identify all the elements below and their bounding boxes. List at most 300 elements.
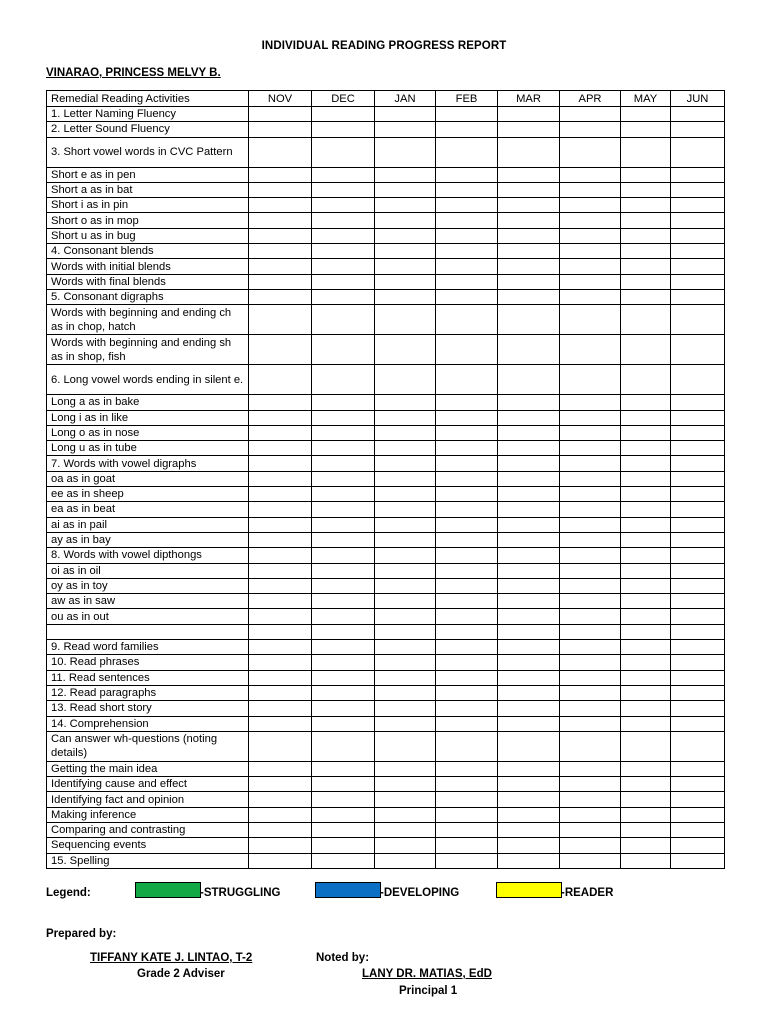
month-cell: [436, 107, 498, 122]
header-month: FEB: [436, 91, 498, 107]
month-cell: [621, 244, 671, 259]
month-cell: [498, 335, 560, 365]
activity-cell: 6. Long vowel words ending in silent e.: [47, 365, 249, 395]
month-cell: [671, 701, 725, 716]
activity-cell: 10. Read phrases: [47, 655, 249, 670]
month-cell: [498, 594, 560, 609]
month-cell: [621, 471, 671, 486]
month-cell: [498, 487, 560, 502]
month-cell: [436, 563, 498, 578]
month-cell: [621, 305, 671, 335]
month-cell: [671, 578, 725, 593]
month-cell: [375, 335, 436, 365]
month-cell: [560, 792, 621, 807]
month-cell: [621, 259, 671, 274]
month-cell: [249, 259, 312, 274]
month-cell: [498, 137, 560, 167]
month-cell: [621, 395, 671, 410]
month-cell: [671, 107, 725, 122]
month-cell: [560, 532, 621, 547]
table-row: [47, 731, 725, 761]
table-row: [47, 502, 725, 517]
noter-name: LANY DR. MATIAS, EdD: [362, 968, 492, 980]
table-row: [47, 395, 725, 410]
month-cell: [249, 487, 312, 502]
month-cell: [560, 670, 621, 685]
month-cell: [671, 853, 725, 868]
month-cell: [312, 670, 375, 685]
month-cell: [436, 716, 498, 731]
table-row: [47, 244, 725, 259]
month-cell: [312, 167, 375, 182]
month-cell: [671, 548, 725, 563]
month-cell: [621, 853, 671, 868]
month-cell: [498, 670, 560, 685]
month-cell: [560, 305, 621, 335]
month-cell: [560, 213, 621, 228]
month-cell: [312, 274, 375, 289]
month-cell: [671, 410, 725, 425]
month-cell: [498, 456, 560, 471]
month-cell: [436, 228, 498, 243]
month-cell: [498, 548, 560, 563]
month-cell: [375, 640, 436, 655]
header-activities: Remedial Reading Activities: [47, 91, 249, 107]
month-cell: [312, 532, 375, 547]
month-cell: [436, 441, 498, 456]
activity-cell: Can answer wh-questions (noting details): [47, 731, 249, 761]
month-cell: [375, 410, 436, 425]
activity-cell: 15. Spelling: [47, 853, 249, 868]
activity-cell: Words with beginning and ending ch as in chop, hatch: [47, 305, 249, 335]
month-cell: [671, 167, 725, 182]
month-cell: [249, 716, 312, 731]
month-cell: [436, 670, 498, 685]
month-cell: [498, 792, 560, 807]
month-cell: [621, 167, 671, 182]
month-cell: [375, 761, 436, 776]
month-cell: [621, 198, 671, 213]
month-cell: [375, 456, 436, 471]
month-cell: [312, 335, 375, 365]
legend: [46, 882, 726, 904]
month-cell: [312, 213, 375, 228]
month-cell: [498, 532, 560, 547]
month-cell: [560, 107, 621, 122]
activity-cell: aw as in saw: [47, 594, 249, 609]
month-cell: [249, 807, 312, 822]
month-cell: [436, 305, 498, 335]
month-cell: [436, 685, 498, 700]
month-cell: [436, 259, 498, 274]
month-cell: [621, 548, 671, 563]
month-cell: [249, 274, 312, 289]
month-cell: [312, 182, 375, 197]
month-cell: [312, 822, 375, 837]
month-cell: [621, 624, 671, 639]
activity-cell: Short u as in bug: [47, 228, 249, 243]
month-cell: [621, 563, 671, 578]
month-cell: [375, 365, 436, 395]
month-cell: [249, 594, 312, 609]
month-cell: [560, 563, 621, 578]
header-month: DEC: [312, 91, 375, 107]
activity-cell: Making inference: [47, 807, 249, 822]
header-month: MAR: [498, 91, 560, 107]
month-cell: [560, 624, 621, 639]
prepared-by-label: Prepared by:: [46, 928, 117, 940]
month-cell: [621, 716, 671, 731]
month-cell: [621, 777, 671, 792]
month-cell: [436, 640, 498, 655]
table-row: [47, 838, 725, 853]
table-row: [47, 685, 725, 700]
month-cell: [312, 410, 375, 425]
month-cell: [249, 838, 312, 853]
month-cell: [560, 137, 621, 167]
month-cell: [312, 456, 375, 471]
month-cell: [436, 578, 498, 593]
month-cell: [312, 517, 375, 532]
table-row: [47, 122, 725, 137]
month-cell: [671, 716, 725, 731]
table-row: [47, 441, 725, 456]
month-cell: [249, 198, 312, 213]
table-row: [47, 761, 725, 776]
month-cell: [436, 122, 498, 137]
month-cell: [312, 395, 375, 410]
month-cell: [671, 228, 725, 243]
month-cell: [498, 563, 560, 578]
noted-by-label: Noted by:: [316, 952, 370, 964]
month-cell: [249, 228, 312, 243]
month-cell: [621, 456, 671, 471]
month-cell: [436, 335, 498, 365]
header-month: JUN: [671, 91, 725, 107]
month-cell: [375, 213, 436, 228]
month-cell: [621, 487, 671, 502]
month-cell: [249, 685, 312, 700]
table-row: [47, 578, 725, 593]
month-cell: [375, 701, 436, 716]
month-cell: [560, 122, 621, 137]
activity-cell: Sequencing events: [47, 838, 249, 853]
activity-cell: 2. Letter Sound Fluency: [47, 122, 249, 137]
month-cell: [560, 471, 621, 486]
month-cell: [249, 182, 312, 197]
month-cell: [375, 441, 436, 456]
month-cell: [498, 701, 560, 716]
month-cell: [560, 198, 621, 213]
activity-cell: Long a as in bake: [47, 395, 249, 410]
month-cell: [436, 289, 498, 304]
month-cell: [312, 685, 375, 700]
table-row: [47, 259, 725, 274]
month-cell: [671, 122, 725, 137]
month-cell: [671, 777, 725, 792]
month-cell: [621, 731, 671, 761]
month-cell: [560, 502, 621, 517]
month-cell: [375, 655, 436, 670]
month-cell: [375, 777, 436, 792]
month-cell: [560, 517, 621, 532]
month-cell: [436, 853, 498, 868]
month-cell: [312, 655, 375, 670]
month-cell: [671, 838, 725, 853]
month-cell: [621, 685, 671, 700]
table-row: [47, 640, 725, 655]
header-month: MAY: [621, 91, 671, 107]
month-cell: [312, 594, 375, 609]
activity-cell: 12. Read paragraphs: [47, 685, 249, 700]
month-cell: [621, 425, 671, 440]
month-cell: [249, 640, 312, 655]
activity-cell: [47, 624, 249, 639]
month-cell: [498, 167, 560, 182]
month-cell: [249, 532, 312, 547]
header-month: JAN: [375, 91, 436, 107]
month-cell: [436, 548, 498, 563]
month-cell: [560, 274, 621, 289]
month-cell: [498, 685, 560, 700]
month-cell: [498, 655, 560, 670]
month-cell: [375, 289, 436, 304]
month-cell: [249, 441, 312, 456]
month-cell: [249, 410, 312, 425]
activity-cell: Getting the main idea: [47, 761, 249, 776]
month-cell: [436, 701, 498, 716]
month-cell: [498, 305, 560, 335]
activity-cell: ou as in out: [47, 609, 249, 624]
activity-cell: 13. Read short story: [47, 701, 249, 716]
month-cell: [560, 609, 621, 624]
month-cell: [498, 609, 560, 624]
month-cell: [312, 122, 375, 137]
month-cell: [621, 807, 671, 822]
month-cell: [498, 578, 560, 593]
month-cell: [249, 624, 312, 639]
month-cell: [671, 289, 725, 304]
table-row: [47, 807, 725, 822]
month-cell: [312, 563, 375, 578]
activity-cell: Comparing and contrasting: [47, 822, 249, 837]
month-cell: [498, 731, 560, 761]
table-body: [47, 107, 725, 869]
table-row: [47, 716, 725, 731]
month-cell: [498, 441, 560, 456]
month-cell: [560, 182, 621, 197]
month-cell: [436, 517, 498, 532]
table-row: [47, 548, 725, 563]
month-cell: [249, 244, 312, 259]
table-row: [47, 517, 725, 532]
activity-cell: oi as in oil: [47, 563, 249, 578]
month-cell: [249, 395, 312, 410]
month-cell: [436, 624, 498, 639]
month-cell: [671, 441, 725, 456]
month-cell: [671, 594, 725, 609]
month-cell: [436, 182, 498, 197]
month-cell: [312, 107, 375, 122]
month-cell: [498, 395, 560, 410]
noter-role: Principal 1: [399, 985, 458, 997]
month-cell: [560, 167, 621, 182]
month-cell: [436, 410, 498, 425]
student-name: VINARAO, PRINCESS MELVY B.: [46, 67, 221, 79]
month-cell: [249, 701, 312, 716]
legend-text-struggling: -STRUGGLING: [200, 887, 281, 899]
month-cell: [671, 305, 725, 335]
month-cell: [312, 365, 375, 395]
table-row: [47, 822, 725, 837]
month-cell: [249, 107, 312, 122]
month-cell: [436, 822, 498, 837]
table-row: [47, 609, 725, 624]
month-cell: [498, 761, 560, 776]
month-cell: [249, 731, 312, 761]
month-cell: [249, 289, 312, 304]
month-cell: [312, 640, 375, 655]
month-cell: [621, 655, 671, 670]
month-cell: [375, 182, 436, 197]
month-cell: [671, 182, 725, 197]
month-cell: [312, 228, 375, 243]
month-cell: [621, 761, 671, 776]
month-cell: [560, 761, 621, 776]
month-cell: [560, 244, 621, 259]
month-cell: [560, 228, 621, 243]
month-cell: [375, 274, 436, 289]
month-cell: [671, 487, 725, 502]
month-cell: [498, 228, 560, 243]
month-cell: [375, 487, 436, 502]
month-cell: [621, 838, 671, 853]
month-cell: [375, 228, 436, 243]
month-cell: [621, 410, 671, 425]
month-cell: [621, 122, 671, 137]
month-cell: [249, 167, 312, 182]
month-cell: [312, 502, 375, 517]
month-cell: [375, 137, 436, 167]
month-cell: [436, 274, 498, 289]
month-cell: [560, 640, 621, 655]
month-cell: [498, 777, 560, 792]
month-cell: [312, 792, 375, 807]
month-cell: [671, 685, 725, 700]
month-cell: [375, 198, 436, 213]
month-cell: [671, 822, 725, 837]
activity-cell: 14. Comprehension: [47, 716, 249, 731]
month-cell: [560, 655, 621, 670]
month-cell: [671, 456, 725, 471]
month-cell: [436, 487, 498, 502]
month-cell: [312, 425, 375, 440]
month-cell: [621, 517, 671, 532]
table-row: [47, 701, 725, 716]
activity-cell: ee as in sheep: [47, 487, 249, 502]
month-cell: [671, 761, 725, 776]
month-cell: [312, 838, 375, 853]
month-cell: [375, 122, 436, 137]
table-row: [47, 182, 725, 197]
month-cell: [671, 502, 725, 517]
month-cell: [560, 548, 621, 563]
month-cell: [312, 761, 375, 776]
month-cell: [498, 122, 560, 137]
month-cell: [249, 609, 312, 624]
month-cell: [671, 425, 725, 440]
month-cell: [312, 731, 375, 761]
month-cell: [249, 548, 312, 563]
activity-cell: 7. Words with vowel digraphs: [47, 456, 249, 471]
table-row: [47, 228, 725, 243]
month-cell: [560, 777, 621, 792]
activity-cell: 9. Read word families: [47, 640, 249, 655]
month-cell: [498, 853, 560, 868]
month-cell: [375, 822, 436, 837]
month-cell: [671, 274, 725, 289]
month-cell: [436, 456, 498, 471]
month-cell: [671, 609, 725, 624]
month-cell: [621, 670, 671, 685]
month-cell: [249, 792, 312, 807]
month-cell: [621, 594, 671, 609]
table-row: [47, 594, 725, 609]
month-cell: [375, 563, 436, 578]
activity-cell: ay as in bay: [47, 532, 249, 547]
activity-cell: Identifying cause and effect: [47, 777, 249, 792]
month-cell: [436, 792, 498, 807]
activity-cell: Words with beginning and ending sh as in shop, fish: [47, 335, 249, 365]
month-cell: [312, 624, 375, 639]
month-cell: [312, 441, 375, 456]
month-cell: [621, 274, 671, 289]
month-cell: [375, 792, 436, 807]
month-cell: [312, 471, 375, 486]
month-cell: [671, 335, 725, 365]
month-cell: [560, 853, 621, 868]
month-cell: [436, 167, 498, 182]
month-cell: [560, 716, 621, 731]
month-cell: [621, 701, 671, 716]
table-row: [47, 410, 725, 425]
month-cell: [498, 517, 560, 532]
month-cell: [375, 731, 436, 761]
month-cell: [671, 365, 725, 395]
table-row: [47, 792, 725, 807]
month-cell: [671, 213, 725, 228]
activity-cell: Short a as in bat: [47, 182, 249, 197]
activity-cell: ai as in pail: [47, 517, 249, 532]
month-cell: [621, 578, 671, 593]
month-cell: [312, 137, 375, 167]
month-cell: [375, 244, 436, 259]
month-cell: [436, 471, 498, 486]
month-cell: [312, 487, 375, 502]
month-cell: [621, 335, 671, 365]
activity-cell: Short i as in pin: [47, 198, 249, 213]
month-cell: [498, 471, 560, 486]
month-cell: [498, 274, 560, 289]
month-cell: [560, 731, 621, 761]
preparer-role: Grade 2 Adviser: [137, 968, 225, 980]
report-title: INDIVIDUAL READING PROGRESS REPORT: [261, 40, 507, 52]
month-cell: [498, 502, 560, 517]
month-cell: [375, 578, 436, 593]
month-cell: [671, 137, 725, 167]
month-cell: [436, 213, 498, 228]
month-cell: [436, 594, 498, 609]
